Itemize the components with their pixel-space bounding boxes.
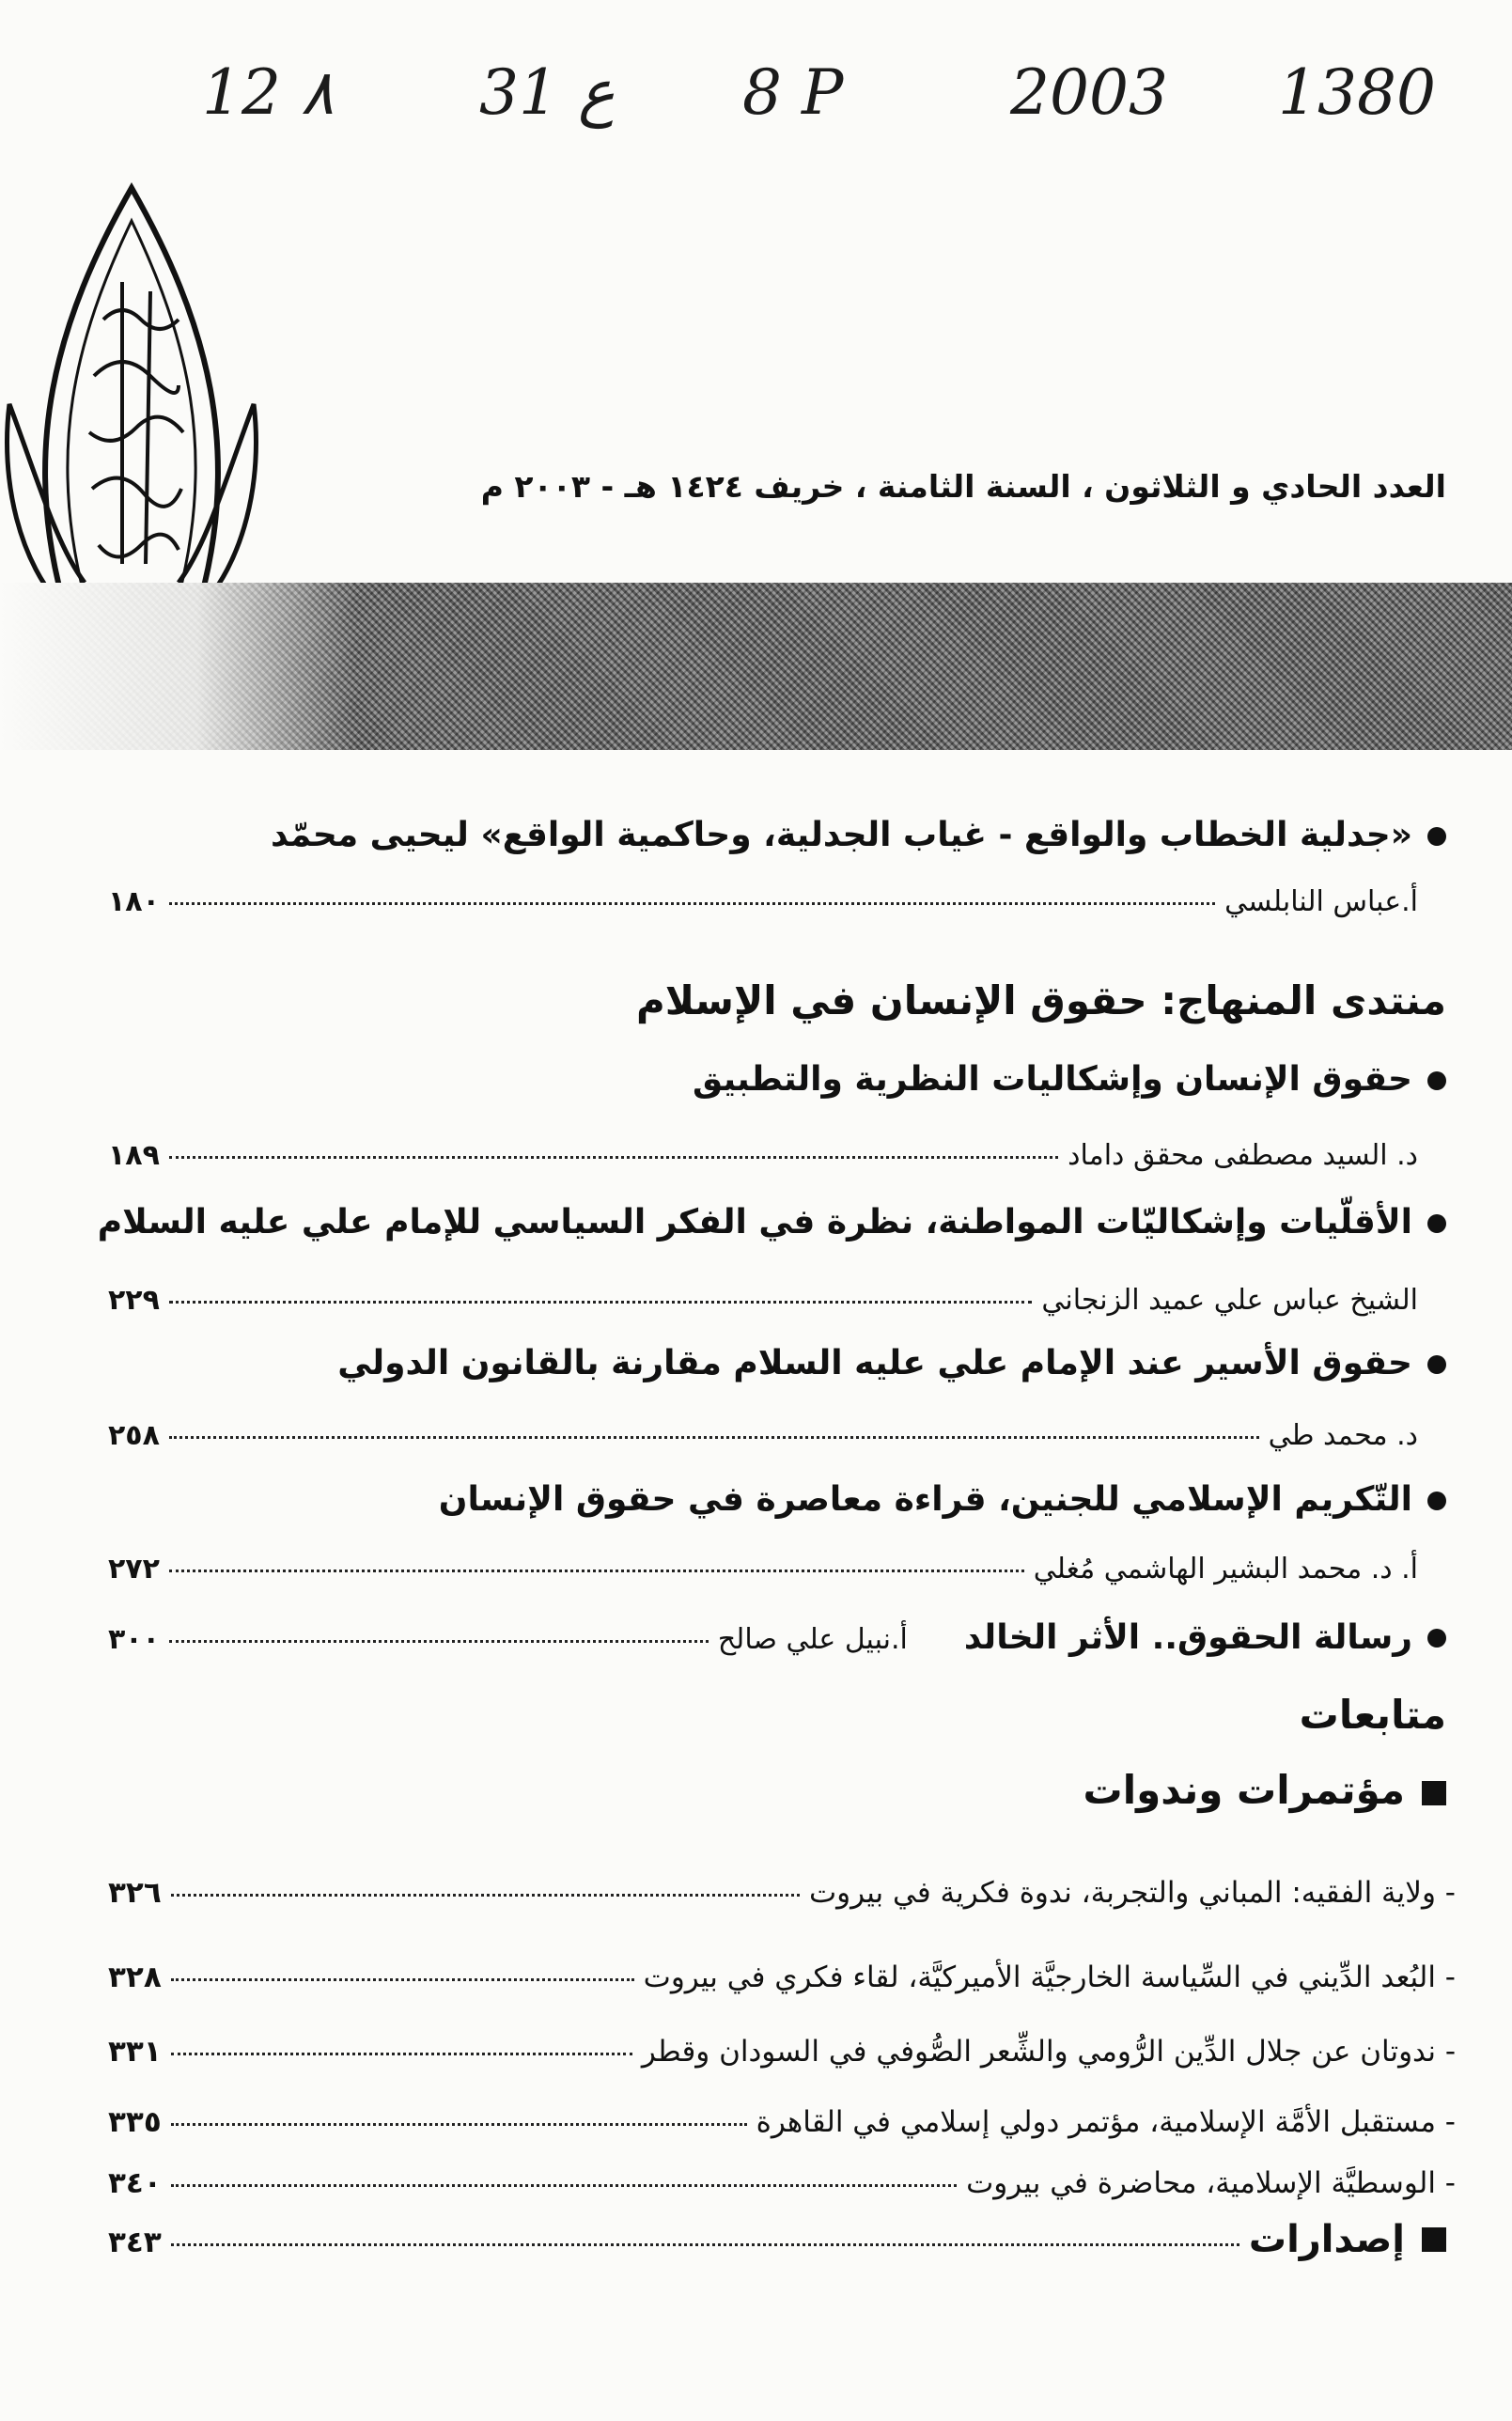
conference-row [108, 2035, 1456, 2069]
toc-author-row [108, 1419, 1418, 1452]
conference-title: - البُعد الدِّيني في السِّياسة الخارجيَّة الأميركيَّة، لقاء فكري في بيروت [643, 1960, 1456, 1994]
conference-title: - ولاية الفقيه: المباني والتجربة، ندوة فكرية في بيروت [808, 1876, 1456, 1910]
leader-dots [171, 1978, 634, 1981]
page-number: ٣٢٦ [108, 1876, 162, 1910]
header-band-fade [0, 583, 357, 750]
leader-dots [171, 2123, 747, 2126]
conference-row [108, 1876, 1456, 1910]
page-number: ٣٣٥ [108, 2105, 162, 2139]
author-name: أ.نبيل علي صالح [717, 1623, 908, 1656]
bullet-icon [1427, 827, 1446, 846]
page-number: ٣٤٣ [108, 2226, 162, 2259]
bullet-icon [1427, 1214, 1446, 1233]
handwritten-note: 12 ۸ [202, 56, 335, 129]
conference-title: - مستقبل الأمَّة الإسلامية، مؤتمر دولي إسلامي في القاهرة [756, 2105, 1456, 2139]
page-number: ٣٣١ [108, 2035, 162, 2069]
leader-dots [171, 2243, 1239, 2246]
leader-dots [171, 2184, 957, 2187]
leader-dots [169, 1436, 1259, 1439]
toc-entry-title: «جدلية الخطاب والواقع - غياب الجدلية، وحاكمية الواقع» ليحيى محمّد [271, 816, 1446, 854]
toc-entry-title: حقوق الإنسان وإشكاليات النظرية والتطبيق [693, 1060, 1446, 1099]
leader-dots [169, 1301, 1032, 1304]
leader-dots [169, 1570, 1024, 1572]
page-number: ٢٢٩ [108, 1284, 160, 1317]
square-bullet-icon [1422, 1781, 1446, 1805]
conference-row [108, 1960, 1456, 1994]
author-name: أ.عباس النابلسي [1224, 885, 1418, 918]
handwritten-year: 2003 [1010, 56, 1168, 129]
bullet-icon [1427, 1629, 1446, 1648]
toc-author-row [108, 885, 1418, 918]
page-number: ٢٥٨ [108, 1419, 160, 1452]
forum-heading: منتدى المنهاج: حقوق الإنسان في الإسلام [635, 977, 1446, 1023]
toc-author-row [108, 1553, 1418, 1585]
conference-row [108, 2105, 1456, 2139]
publications-row [108, 2218, 1446, 2261]
toc-entry-title: حقوق الأسير عند الإمام علي عليه السلام مقارنة بالقانون الدولي [337, 1344, 1446, 1382]
toc-entry-title: الأقلّيات وإشكاليّات المواطنة، نظرة في الفكر السياسي للإمام علي عليه السلام [98, 1203, 1446, 1242]
toc-author-row [108, 1284, 1418, 1317]
conference-title: - الوسطيَّة الإسلامية، محاضرة في بيروت [966, 2166, 1456, 2200]
publications-title: إصدارات [1248, 2218, 1405, 2261]
handwritten-note: 8 P [742, 56, 844, 129]
square-bullet-icon [1422, 2227, 1446, 2252]
conference-title: - ندوتان عن جلال الدِّين الرُّومي والشِّعر الصُّوفي في السودان وقطر [641, 2035, 1456, 2069]
handwritten-note: 31 ع [479, 56, 616, 129]
leader-dots [169, 902, 1215, 905]
leader-dots [171, 2053, 632, 2055]
page-number: ٣٤٠ [108, 2166, 162, 2200]
page-number: ٢٧٢ [108, 1553, 160, 1585]
toc-risala-row [108, 1618, 1446, 1657]
handwritten-number: 1380 [1278, 56, 1436, 129]
leader-dots [169, 1640, 709, 1643]
risala-title: رسالة الحقوق.. الأثر الخالد [963, 1618, 1412, 1657]
page-number: ٣٢٨ [108, 1960, 162, 1994]
author-name: الشيخ عباس علي عميد الزنجاني [1041, 1284, 1418, 1317]
author-name: د. محمد طي [1268, 1419, 1418, 1452]
follow-heading: متابعات [1299, 1692, 1446, 1738]
toc-author-row [108, 1139, 1418, 1172]
leader-dots [171, 1894, 800, 1897]
author-name: أ. د. محمد البشير الهاشمي مُغلي [1033, 1553, 1418, 1585]
bullet-icon [1427, 1071, 1446, 1090]
page-number: ١٨٠ [108, 885, 160, 918]
page-number: ١٨٩ [108, 1139, 160, 1172]
page-number: ٣٠٠ [108, 1623, 160, 1656]
leader-dots [169, 1156, 1058, 1159]
toc-entry-title: التّكريم الإسلامي للجنين، قراءة معاصرة في حقوق الإنسان [439, 1480, 1446, 1519]
conference-row [108, 2166, 1456, 2200]
bullet-icon [1427, 1355, 1446, 1374]
issue-info: العدد الحادي و الثلاثون ، السنة الثامنة ، خريف ١٤٢٤ هـ - ٢٠٠٣ م [480, 468, 1446, 505]
conferences-heading: مؤتمرات وندوات [1083, 1767, 1446, 1813]
bullet-icon [1427, 1492, 1446, 1510]
author-name: د. السيد مصطفى محقق داماد [1068, 1139, 1418, 1172]
